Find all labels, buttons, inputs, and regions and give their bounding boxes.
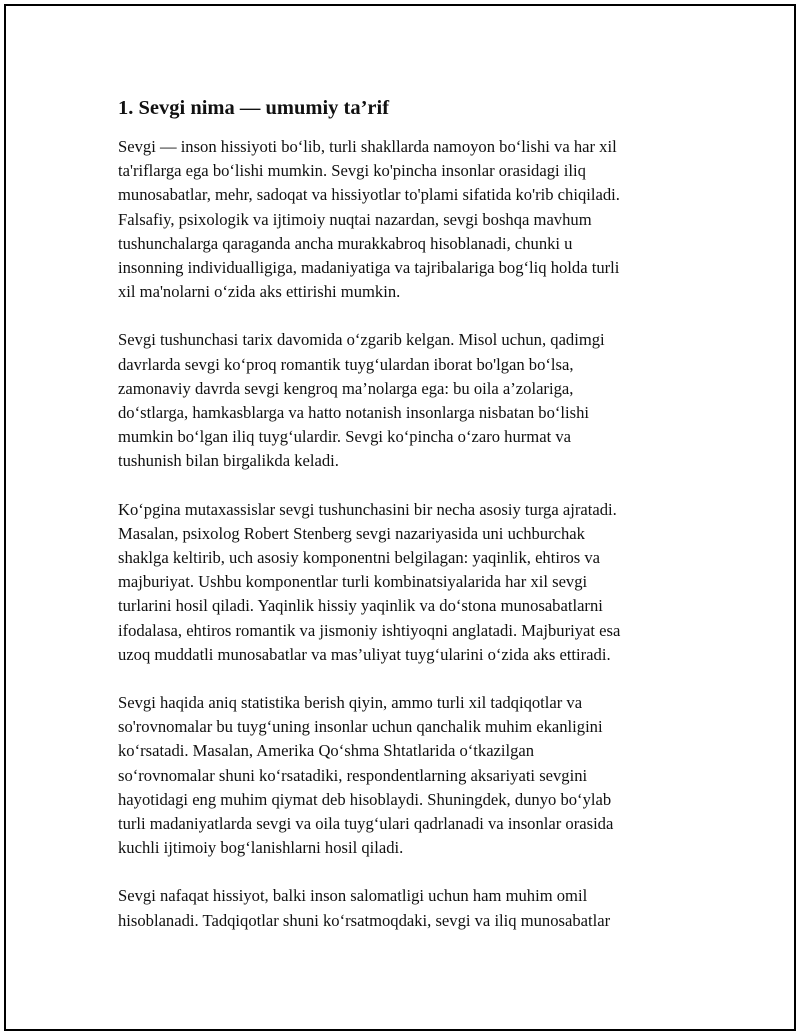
paragraph-3 bbox=[118, 498, 688, 667]
text-line: ta'riflarga ega bo‘lishi mumkin. Sevgi ko'pincha insonlar orasidagi iliq bbox=[118, 161, 586, 181]
text-line: ko‘rsatadi. Masalan, Amerika Qo‘shma Shtatlarida o‘tkazilgan bbox=[118, 741, 535, 761]
text-line: turlarini hosil qiladi. Yaqinlik hissiy yaqinlik va do‘stona munosabatlarni bbox=[118, 596, 603, 616]
text-line: tushunchalarga qaraganda ancha murakkabroq hisoblanadi, chunki u bbox=[118, 233, 573, 253]
paragraph-4 bbox=[118, 691, 688, 860]
text-line: insonning individualligiga, madaniyatiga va tajribalariga bog‘liq holda turli bbox=[118, 258, 620, 278]
text-line: Sevgi tushunchasi tarix davomida o‘zgarib kelgan. Misol uchun, qadimgi bbox=[118, 330, 605, 350]
paragraph-5 bbox=[118, 884, 688, 932]
text-line: Sevgi — inson hissiyoti bo‘lib, turli shakllarda namoyon bo‘lishi va har xil bbox=[118, 137, 617, 156]
paragraph-2 bbox=[118, 328, 688, 473]
text-line: mumkin bo‘lgan iliq tuyg‘ulardir. Sevgi ko‘pincha o‘zaro hurmat va bbox=[118, 427, 571, 447]
text-line: Sevgi nafaqat hissiyot, balki inson salomatligi uchun ham muhim omil bbox=[118, 886, 588, 906]
text-line: tushunish bilan birgalikda keladi. bbox=[118, 451, 339, 471]
text-line: hisoblanadi. Tadqiqotlar shuni ko‘rsatmoqdaki, sevgi va iliq munosabatlar bbox=[118, 910, 611, 930]
text-line: majburiyat. Ushbu komponentlar turli kombinatsiyalarida har xil sevgi bbox=[118, 572, 588, 592]
document-body bbox=[118, 95, 688, 957]
text-line: so‘rovnomalar shuni ko‘rsatadiki, respondentlarning aksariyati sevgini bbox=[118, 765, 588, 785]
text-line: Masalan, psixolog Robert Stenberg sevgi nazariyasida uni uchburchak bbox=[118, 523, 585, 543]
text-line: Sevgi haqida aniq statistika berish qiyin, ammo turli xil tadqiqotlar va bbox=[118, 693, 583, 713]
text-line: Ko‘pgina mutaxassislar sevgi tushunchasini bir necha asosiy turga ajratadi. bbox=[118, 499, 617, 519]
text-line: uzoq muddatli munosabatlar va mas’uliyat tuyg‘ularini o‘zida aks ettiradi. bbox=[118, 644, 611, 664]
text-line: kuchli ijtimoiy bog‘lanishlarni hosil qiladi. bbox=[118, 838, 404, 858]
text-line: hayotidagi eng muhim qiymat deb hisoblaydi. Shuningdek, dunyo bo‘ylab bbox=[118, 789, 612, 809]
text-line: xil ma'nolarni o‘zida aks ettirishi mumkin. bbox=[118, 282, 401, 302]
text-line: zamonaviy davrda sevgi kengroq ma’nolarga ega: bu oila a’zolariga, bbox=[118, 378, 574, 398]
text-line: davrlarda sevgi ko‘proq romantik tuyg‘ulardan iborat bo'lgan bo‘lsa, bbox=[118, 354, 574, 374]
text-line: Falsafiy, psixologik va ijtimoiy nuqtai nazardan, sevgi boshqa mavhum bbox=[118, 209, 592, 229]
text-line: turli madaniyatlarda sevgi va oila tuyg‘ulari qadrlanadi va insonlar orasida bbox=[118, 814, 614, 834]
paragraph-1 bbox=[118, 135, 688, 304]
text-line: munosabatlar, mehr, sadoqat va hissiyotlar to'plami sifatida ko'rib chiqiladi. bbox=[118, 185, 620, 205]
text-line: shaklga keltirib, uch asosiy komponentni belgilagan: yaqinlik, ehtiros va bbox=[118, 548, 601, 568]
section-heading: 1. Sevgi nima — umumiy ta’rif bbox=[118, 97, 390, 119]
text-line: ifodalasa, ehtiros romantik va jismoniy ishtiyoqni anglatadi. Majburiyat esa bbox=[118, 620, 621, 640]
text-line: do‘stlarga, hamkasblarga va hatto notanish insonlarga nisbatan bo‘lishi bbox=[118, 403, 589, 423]
text-line: so'rovnomalar bu tuyg‘uning insonlar uchun qanchalik muhim ekanligini bbox=[118, 717, 603, 737]
